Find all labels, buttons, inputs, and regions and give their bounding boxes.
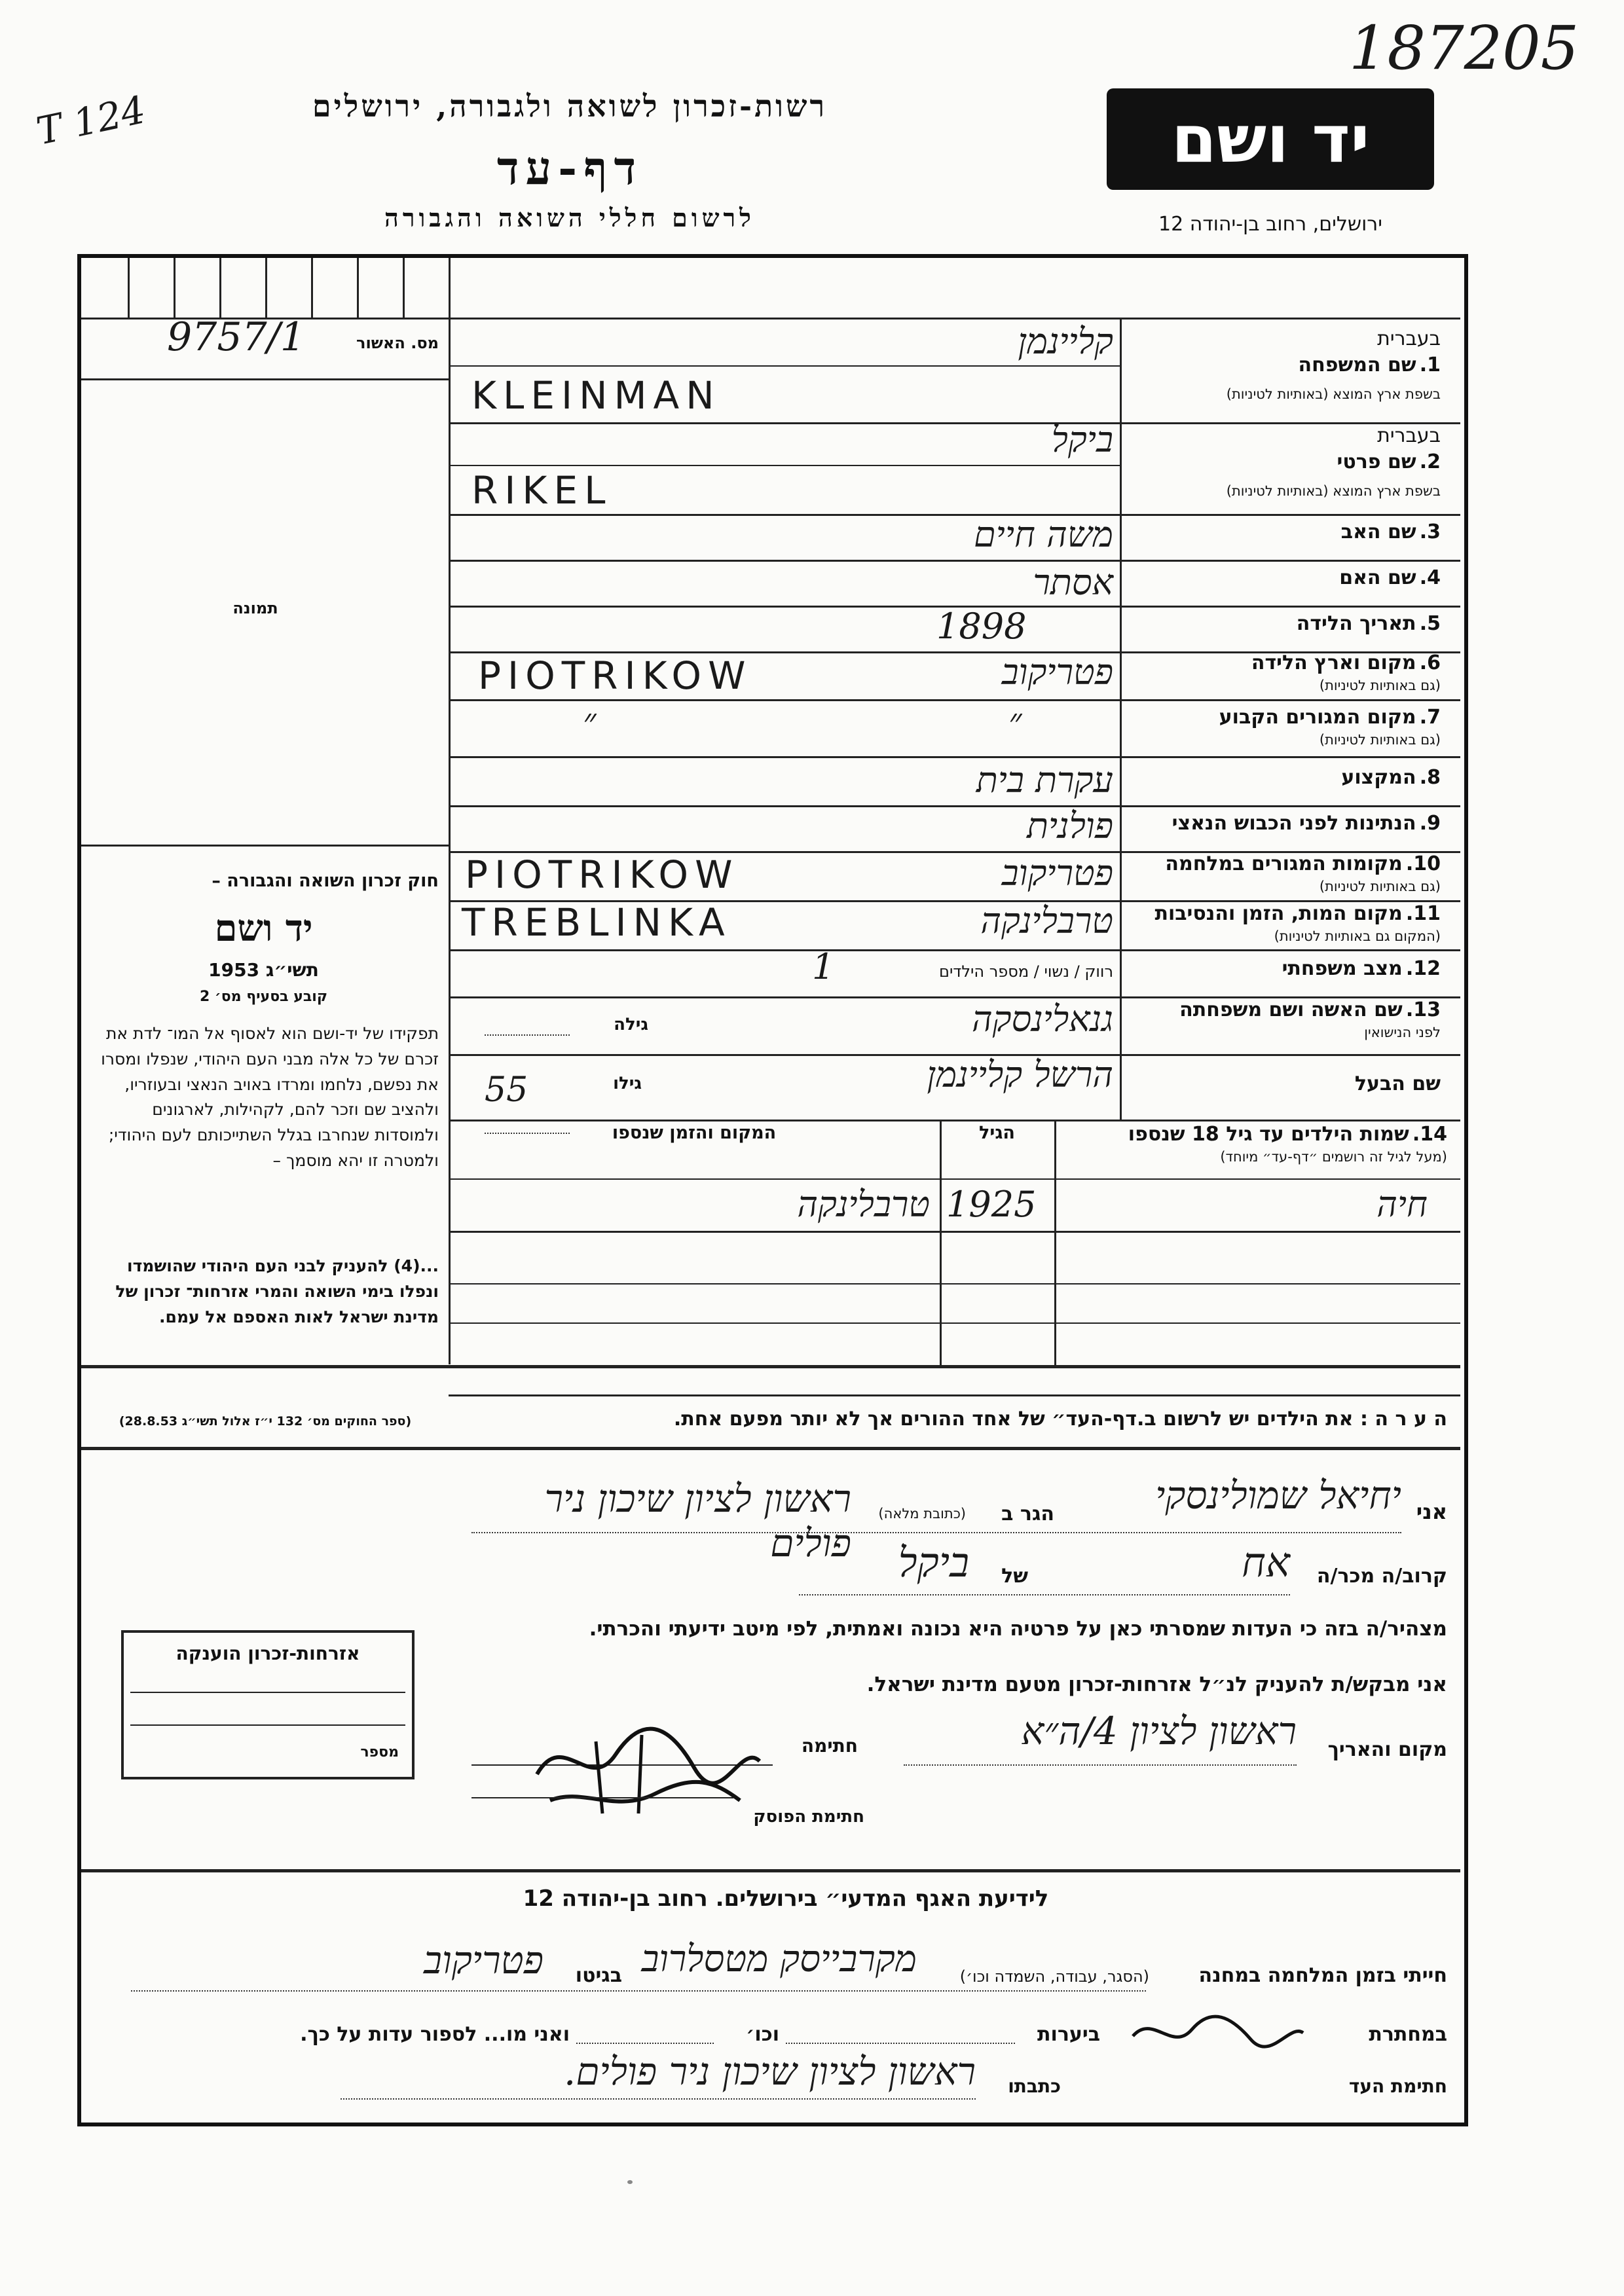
signature-label: חתימה (801, 1735, 858, 1757)
wartime-residence-hebrew: פטריקוב (1001, 852, 1113, 894)
husband-age: 55 (485, 1070, 528, 1110)
row7-note: (גם באותיות לטיניות) (1319, 732, 1441, 748)
row9-label: 9. הנתינות לפני הכבוש הנאצי (1172, 812, 1441, 835)
approval-label: מס. האשור (356, 334, 439, 352)
place-date: ראשון לציון 4/ה״א (1021, 1709, 1297, 1753)
residence-hebrew: ״ (1008, 701, 1022, 742)
form-title: דף-עד (496, 141, 643, 195)
death-place-latin: TREBLINKA (462, 900, 731, 945)
law-source: (ספר החוקים מס׳ 132 י״ז אלול תשי״ג 28.8.53) (119, 1414, 412, 1429)
first-name-latin: RIKEL (471, 468, 612, 513)
law-title: חוק זכרון השואה והגבורה – (212, 871, 439, 891)
row3-label: 3. שם האב (1340, 520, 1441, 543)
relation: אח (1242, 1539, 1290, 1586)
org-title: רשות-זכרון לשואה ולגבורה, ירושלים (312, 88, 828, 124)
row6-label: 6. מקום וארץ הלידה (1251, 651, 1441, 674)
first-name-hebrew: ביקל (1051, 419, 1113, 460)
forest-label: ביערות (1037, 2023, 1100, 2046)
officer-signature-label: חתימת הפוסק (753, 1807, 864, 1827)
underground-scribble (1126, 2010, 1310, 2056)
children-place-header: המקום והזמן שנספו (612, 1123, 777, 1143)
underground-signature (1113, 2010, 1310, 2064)
father-name: משה חיים (973, 514, 1113, 555)
family-name-hebrew: קליינמן (1018, 321, 1113, 362)
yad-vashem-logo: יד ושם (1107, 88, 1434, 190)
witness-signature-label: חתימת העד (1348, 2075, 1447, 2097)
row2-note: בשפת ארץ המוצא (באותיות לטיניות) (1226, 483, 1441, 499)
declarant-label: אני (1416, 1499, 1447, 1524)
row8-label: 8. המקצוע (1341, 766, 1441, 789)
declarant-address: ראשון לציון שיכון ניר פולים (544, 1476, 851, 1565)
row6-note: (גם באותיות לטיניות) (1319, 678, 1441, 693)
law-text: תפקידו של יד-ושם הוא לאסוף אל המו־ לדת את זכרם של כל אלה מבני העם היהודי, שנפלו ומסרו את נפשם, נלחמו ומרדו באויב הנאצי ובעוזריו, ולהציב שם וזכר להם, לקהילות, לארגונים ולמוסדות שנחרבו בגלל השתייכותם לעם היהודי; ולמטרה זו יהא מוסמך – (101, 1024, 439, 1170)
row1-note: בשפת ארץ המוצא (באותיות לטיניות) (1226, 386, 1441, 402)
row11-note: (המקום גם באותיות לטיניות) (1274, 928, 1441, 944)
row12-label: 12. מצב משפחתי (1282, 957, 1441, 980)
child-death-place: טרבלינקה (797, 1184, 930, 1225)
declarant-signature (524, 1715, 773, 1827)
row5-label: 5. תאריך הלידה (1296, 612, 1441, 635)
child-name: חיה (1376, 1184, 1428, 1225)
declaration-statement: מצהיר/ה בזה כי העדות שמסרתי כאן על פרטיה היא נכונה ואמתית, לפי מיטב ידיעתי והכרתי. (589, 1617, 1447, 1641)
husband-age-label: גילו (613, 1074, 642, 1093)
ghetto-name: פטריקוב (424, 1938, 544, 1982)
witness-address-label: כתבתו (1008, 2075, 1061, 2097)
of-label: של (1001, 1565, 1028, 1588)
of-name: ביקל (898, 1539, 969, 1586)
etc-label: וכו׳ (746, 2023, 779, 2046)
stamp-number-label: מספר (360, 1744, 399, 1760)
hebrew-label-1: בעברית (1377, 327, 1441, 350)
family-name-latin: KLEINMAN (471, 373, 721, 418)
address-header: ירושלים, רחוב בן-יהודה 12 (1158, 213, 1382, 236)
mother-name: אסתר (1033, 562, 1113, 603)
residence-latin: ״ (583, 701, 597, 742)
archive-number: 187205 (1349, 13, 1579, 83)
row11-label: 11. מקום המות, הזמן והנסיבות (1154, 902, 1441, 925)
children-label: 14. שמות הילדים עד גיל 18 שנספו (1128, 1123, 1447, 1146)
birth-date: 1898 (936, 606, 1027, 647)
husband-label: שם הבעל (1354, 1072, 1441, 1095)
wife-age-label: גילה (614, 1015, 648, 1034)
law-name: יד ושם (214, 907, 313, 950)
living-label: הגר ב (1001, 1503, 1054, 1525)
hebrew-label-2: בעברית (1377, 424, 1441, 447)
row13-note: לפני הנישואין (1364, 1025, 1441, 1040)
wartime-residence-latin: PIOTRIKOW (465, 852, 739, 897)
scan-speck (627, 2180, 633, 2184)
row10-label: 10. מקומות המגורים במלחמה (1165, 852, 1441, 875)
underground-label: במחתרת (1369, 2023, 1447, 2046)
wife-age-line (485, 1034, 570, 1036)
row4-label: 4. שם האם (1339, 566, 1441, 589)
form-subtitle: לרשום חללי השואה והגבורה (384, 203, 755, 232)
witness-address: ראשון לציון שיכון ניר פולים. (563, 2049, 976, 2094)
address-note: (כתובת מלאה) (878, 1506, 966, 1522)
birthplace-latin: PIOTRIKOW (478, 653, 752, 698)
citizenship-stamp-box (121, 1630, 415, 1779)
nationality: פולנית (1026, 805, 1113, 847)
row7-label: 7. מקום המגורים הקבוע (1219, 706, 1441, 729)
children-count: 1 (812, 946, 835, 987)
row1-label: 1. שם המשפחה (1298, 354, 1441, 376)
child-age: 1925 (946, 1184, 1037, 1225)
footer-title: לידיעת האגף המדעי״ בירושלים. רחוב בן-יהודה 12 (523, 1886, 1049, 1912)
birthplace-hebrew: פטריקוב (1001, 651, 1113, 693)
wife-maiden-name: גנאלינסקה (971, 998, 1113, 1040)
ghetto-label: בגיטו (575, 1964, 622, 1987)
row2-label: 2. שם פרטי (1337, 450, 1441, 473)
testimony-label: ואני מו... לספור עדות על כך. (300, 2023, 570, 2046)
row13-label: 13. שם האשה ושם משפחתה (1179, 998, 1441, 1021)
law-clause: קובע בסעיף מס׳ 2 (199, 989, 328, 1005)
marital-field-label: רווק / נשוי / מספר הילדים (939, 962, 1113, 981)
husband-name: הרשל קליינמן (927, 1054, 1113, 1095)
children-note: (מעל לגיל זה רושמים ״דף-עד״ מיוחד) (1220, 1149, 1447, 1165)
death-place-hebrew: טרבלינקה (980, 900, 1113, 941)
place-date-label: מקום והאריך (1327, 1738, 1447, 1761)
approval-number: 9757/1 (167, 314, 306, 360)
camp-name: מקרבייסק מטסלרוב (641, 1938, 917, 1980)
declarant-name: יחיאל שמולינסקי (1155, 1473, 1401, 1518)
law-year: תשי״ג 1953 (208, 959, 319, 981)
children-age-header: הגיל (979, 1123, 1015, 1143)
photo-label: תמונה (232, 599, 278, 617)
wartime-note: (הסגר, עבודה, השמדה וכו׳) (959, 1967, 1149, 1986)
relation-label: קרוב/ה מכר/ה (1316, 1565, 1447, 1588)
stamp-title: אזרחות-זכרון הוענקה (175, 1643, 360, 1664)
row10-note: (גם באותיות לטיניות) (1319, 879, 1441, 894)
profession: עקרת בית (976, 759, 1113, 801)
margin-reference: T 124 (32, 87, 150, 154)
citizenship-request: אני מבקש/ת להעניק לנ״ל אזרחות-זכרון מטעם מדינת ישראל. (866, 1673, 1447, 1696)
law-text-continued: ...(4) להעניק לבני העם היהודי שהושמדו ונפלו בימי השואה והמרי אזרחות־ זכרון של מדינת ישראל לאות האספם אל עמם. (115, 1256, 439, 1326)
wartime-label: חייתי בזמן המלחמה במחנה (1198, 1964, 1447, 1987)
children-note-remark: ה ע ר ה : את הילדים יש לרשום ב.דף-העד״ של אחד ההורים אך לא יותר מפעם אחת. (673, 1408, 1447, 1430)
